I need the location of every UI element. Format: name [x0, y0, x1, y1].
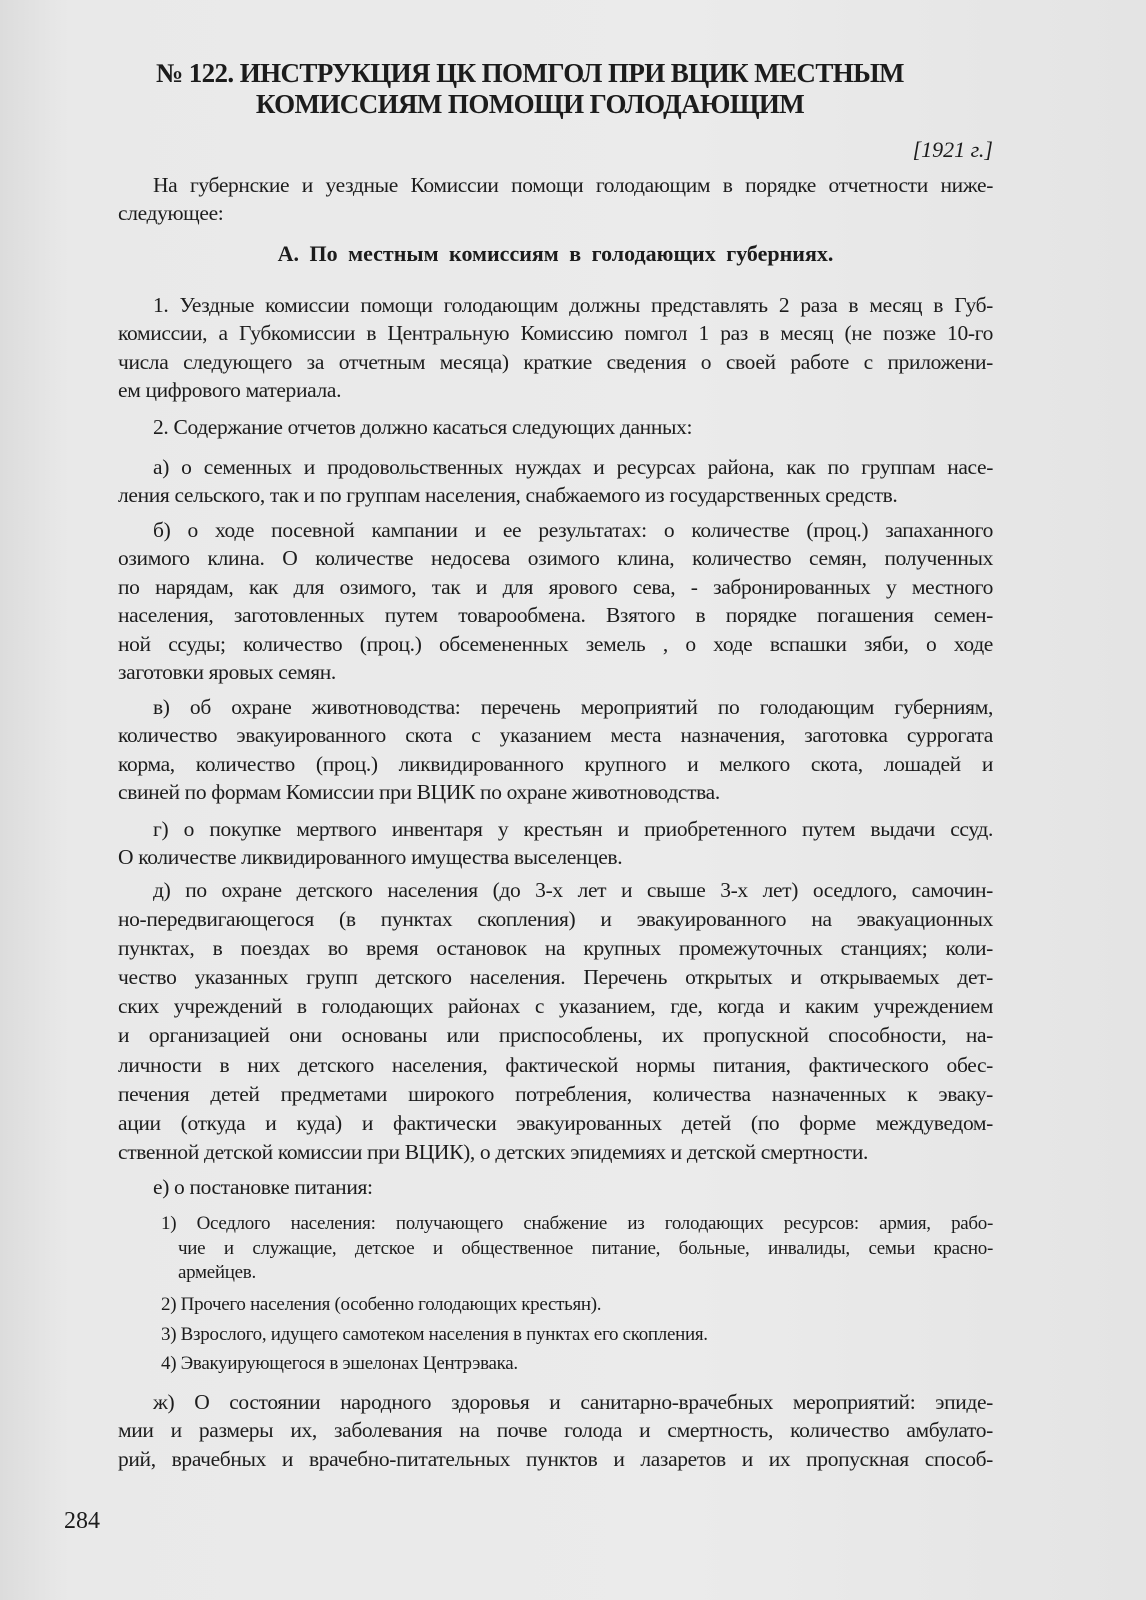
text-line: личности в них детского населения, фактической нормы питания, фактического обес-: [118, 1052, 993, 1077]
text-line: На губернские и уездные Комиссии помощи голодающим в порядке отчетности ниже-: [153, 173, 993, 197]
section-heading: А. По местным комиссиям в голодающих губерниях.: [277, 241, 834, 266]
text-line: количество эвакуированного скота с указанием места назначения, заготовка суррогата: [118, 723, 993, 748]
text-line: в) об охране животноводства: перечень мероприятий по голодающим губерниям,: [153, 695, 993, 719]
text-line: печения детей предметами широкого потребления, количества назначенных к эваку-: [118, 1081, 993, 1106]
title-line: № 122. ИНСТРУКЦИЯ ЦК ПОМГОЛ ПРИ ВЦИК МЕСТНЫМ: [156, 58, 904, 88]
paragraph: [118, 1388, 993, 1473]
text-line: рий, врачебных и врачебно-питательных пунктов и лазаретов и их пропускная способ-: [118, 1446, 993, 1471]
text-line: а) о семенных и продовольственных нуждах и ресурсах района, как по группам насе-: [153, 455, 993, 479]
text-line: ж) О состоянии народного здоровья и санитарно-врачебных мероприятий: эпиде-: [153, 1390, 993, 1414]
subitem: [118, 1292, 993, 1318]
document-title: [100, 58, 960, 120]
paragraph: [118, 413, 993, 441]
text-line: но-передвигающегося (в пунктах скопления) и эвакуированного на эвакуационных: [118, 907, 993, 932]
paragraph: [118, 1173, 993, 1201]
text-line: О количестве ликвидированного имущества выселенцев.: [118, 845, 623, 870]
page-number: 284: [64, 1508, 100, 1534]
text-line: ем цифрового материала.: [118, 378, 342, 403]
text-line: 1. Уездные комиссии помощи голодающим должны представлять 2 раза в месяц в Губ-: [153, 293, 993, 317]
text-line: ной ссуды; количество (проц.) обсемененных земель , о ходе вспашки зяби, о ходе: [118, 631, 993, 656]
text-line: ации (откуда и куда) и фактически эвакуированных детей (по форме междуведом-: [118, 1110, 993, 1135]
text-line: ления сельского, так и по группам населения, снабжаемого из государственных средств.: [118, 483, 898, 508]
paragraph: [118, 693, 993, 807]
text-line: следующее:: [118, 201, 224, 226]
text-line: комиссии, а Губкомиссии в Центральную Комиссию помгол 1 раз в месяц (не позже 10-го: [118, 321, 993, 346]
text-line: 1) Оседлого населения: получающего снабжение из голодающих ресурсов: армия, рабо-: [161, 1213, 993, 1234]
paragraph: [118, 876, 993, 1167]
text-line: числа следующего за отчетным месяца) краткие сведения о своей работе с приложени-: [118, 349, 993, 374]
title-line: КОМИССИЯМ ПОМОЩИ ГОЛОДАЮЩИМ: [255, 89, 805, 119]
text-line: д) по охране детского населения (до 3-х лет и свыше 3-х лет) оседлого, самочин-: [153, 878, 993, 902]
subitem: [118, 1351, 993, 1377]
text-line: е) о постановке питания:: [153, 1175, 373, 1199]
paragraph: [118, 815, 993, 872]
subitem: [118, 1322, 993, 1348]
text-line: заготовки яровых семян.: [118, 660, 336, 685]
paragraph: [118, 516, 993, 686]
text-line: корма, количество (проц.) ликвидированного крупного и мелкого скота, лошадей и: [118, 751, 993, 776]
text-line: 3) Взрослого, идущего самотеком населения в пунктах его скопления.: [161, 1324, 708, 1345]
paragraph: [118, 291, 993, 405]
text-line: свиней по формам Комиссии при ВЦИК по охране животноводства.: [118, 780, 720, 805]
intro-paragraph: [118, 171, 993, 228]
text-line: чество указанных групп детского населения. Перечень открытых и открываемых дет-: [118, 965, 993, 990]
text-line: 2. Содержание отчетов должно касаться следующих данных:: [153, 415, 693, 439]
text-line: мии и размеры их, заболевания на почве голода и смертность, количество амбулато-: [118, 1418, 993, 1443]
paragraph: [118, 453, 993, 510]
text-line: озимого клина. О количестве недосева озимого клина, количество семян, полученных: [118, 546, 993, 571]
text-line: ственной детской комиссии при ВЦИК), о детских эпидемиях и детской смертности.: [118, 1139, 869, 1164]
text-line: по нарядам, как для озимого, так и для ярового сева, - забронированных у местного: [118, 574, 993, 599]
text-line: населения, заготовленных путем товарообмена. Взятого в порядке погашения семен-: [118, 603, 993, 628]
text-line: г) о покупке мертвого инвентаря у крестьян и приобретенного путем выдачи ссуд.: [153, 817, 993, 841]
text-line: ских учреждений в голодающих районах с указанием, где, когда и каким учреждением: [118, 994, 993, 1019]
text-line: б) о ходе посевной кампании и ее результатах: о количестве (проц.) запаханного: [153, 518, 993, 542]
text-line: армейцев.: [178, 1262, 256, 1283]
text-line: и организацией они основаны или приспособлены, их пропускной способности, на-: [118, 1023, 993, 1048]
text-line: чие и служащие, детское и общественное питание, больные, инвалиды, семьи красно-: [178, 1238, 993, 1259]
text-line: 2) Прочего населения (особенно голодающих крестьян).: [161, 1294, 602, 1315]
text-line: пунктах, в поездах во время остановок на крупных промежуточных станциях; коли-: [118, 936, 993, 961]
document-date: [1921 г.]: [912, 137, 993, 162]
text-line: 4) Эвакуирующегося в эшелонах Центрэвака.: [161, 1353, 518, 1374]
subitem: [118, 1211, 993, 1285]
